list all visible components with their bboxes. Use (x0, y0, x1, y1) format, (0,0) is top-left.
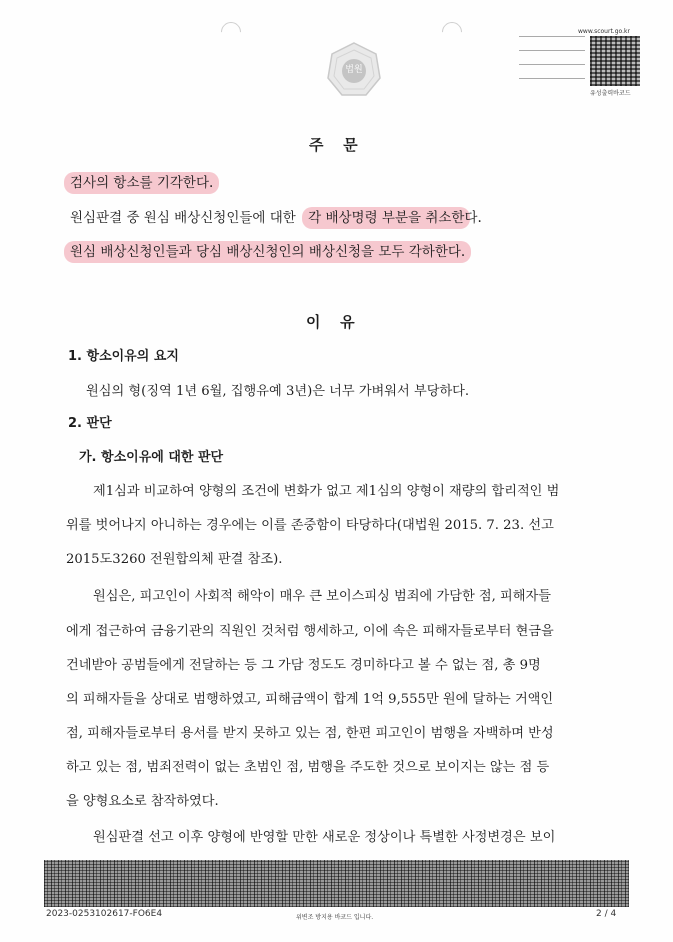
subsection-title: 가. 항소이유에 대한 판단 (79, 450, 224, 465)
qr-caption: 유성출력바코드 (590, 90, 631, 97)
order-line-1-text: 검사의 항소를 기각한다. (64, 172, 219, 194)
section-1-title: 1. 항소이유의 요지 (68, 349, 179, 364)
page-number: 2 / 4 (596, 909, 617, 919)
order-line-2 (70, 206, 482, 226)
punch-hole-right (438, 18, 466, 46)
order-heading: 주 문 (309, 136, 359, 154)
para1-line-2: 위를 벗어나지 아니하는 경우에는 이를 존중함이 타당하다(대법원 2015. 7. 23. 선고 (66, 518, 554, 533)
seal-text: 법원 (345, 65, 363, 75)
qr-site-url: www.scourt.go.kr (578, 28, 630, 35)
barcode-notice: 위변조 방지용 바코드 입니다. (296, 914, 374, 921)
para3-line-1: 원심판결 선고 이후 양형에 반영할 만한 새로운 정상이나 특별한 사정변경은 보이 (93, 830, 556, 845)
para2-line-6: 하고 있는 점, 범죄전력이 없는 초범인 점, 범행을 주도한 것으로 보이지는 않는 점 등 (66, 760, 550, 775)
section-1-text: 원심의 형(징역 1년 6월, 집행유예 3년)은 너무 가벼워서 부당하다. (86, 384, 470, 399)
reasons-heading: 이 유 (306, 313, 356, 331)
order-line-2-text-a: 원심판결 중 원심 배상신청인들에 대한 (70, 210, 296, 226)
qr-code (590, 36, 640, 86)
order-line-3-text: 원심 배상신청인들과 당심 배상신청인의 배상신청을 모두 각하한다. (64, 241, 471, 263)
para2-line-7: 을 양형요소로 참작하였다. (66, 794, 219, 809)
para2-line-1: 원심은, 피고인이 사회적 해악이 매우 큰 보이스피싱 범죄에 가담한 점, 피해자들 (93, 589, 551, 604)
order-line-1 (70, 171, 213, 191)
punch-hole-left (217, 18, 245, 46)
court-seal-icon (324, 40, 384, 100)
para2-line-5: 점, 피해자들로부터 용서를 받지 못하고 있는 점, 한편 피고인이 범행을 자백하며 반성 (66, 726, 554, 741)
anti-forgery-barcode (44, 860, 629, 907)
order-line-2-text-c: 다. (464, 210, 482, 226)
section-2-title: 2. 판단 (68, 416, 112, 431)
para1-line-3: 2015도3260 전원합의체 판결 참조). (66, 552, 283, 567)
para1-line-1: 제1심과 비교하여 양형의 조건에 변화가 없고 제1심의 양형이 재량의 합리적인 범 (93, 484, 560, 499)
document-code: 2023-0253102617-FO6E4 (46, 909, 163, 919)
para2-line-2: 에게 접근하여 금융기관의 직원인 것처럼 행세하고, 이에 속은 피해자들로부터 현금을 (66, 624, 554, 639)
order-line-2-text-b: 각 배상명령 부분을 취소한 (302, 207, 470, 229)
para2-line-3: 건네받아 공범들에게 전달하는 등 그 가담 정도도 경미하다고 볼 수 없는 점, 총 9명 (66, 658, 541, 673)
qr-side-lines (519, 36, 585, 86)
para2-line-4: 의 피해자들을 상대로 범행하였고, 피해금액이 합계 1억 9,555만 원에 달하는 거액인 (66, 692, 554, 707)
order-line-3 (70, 240, 465, 260)
